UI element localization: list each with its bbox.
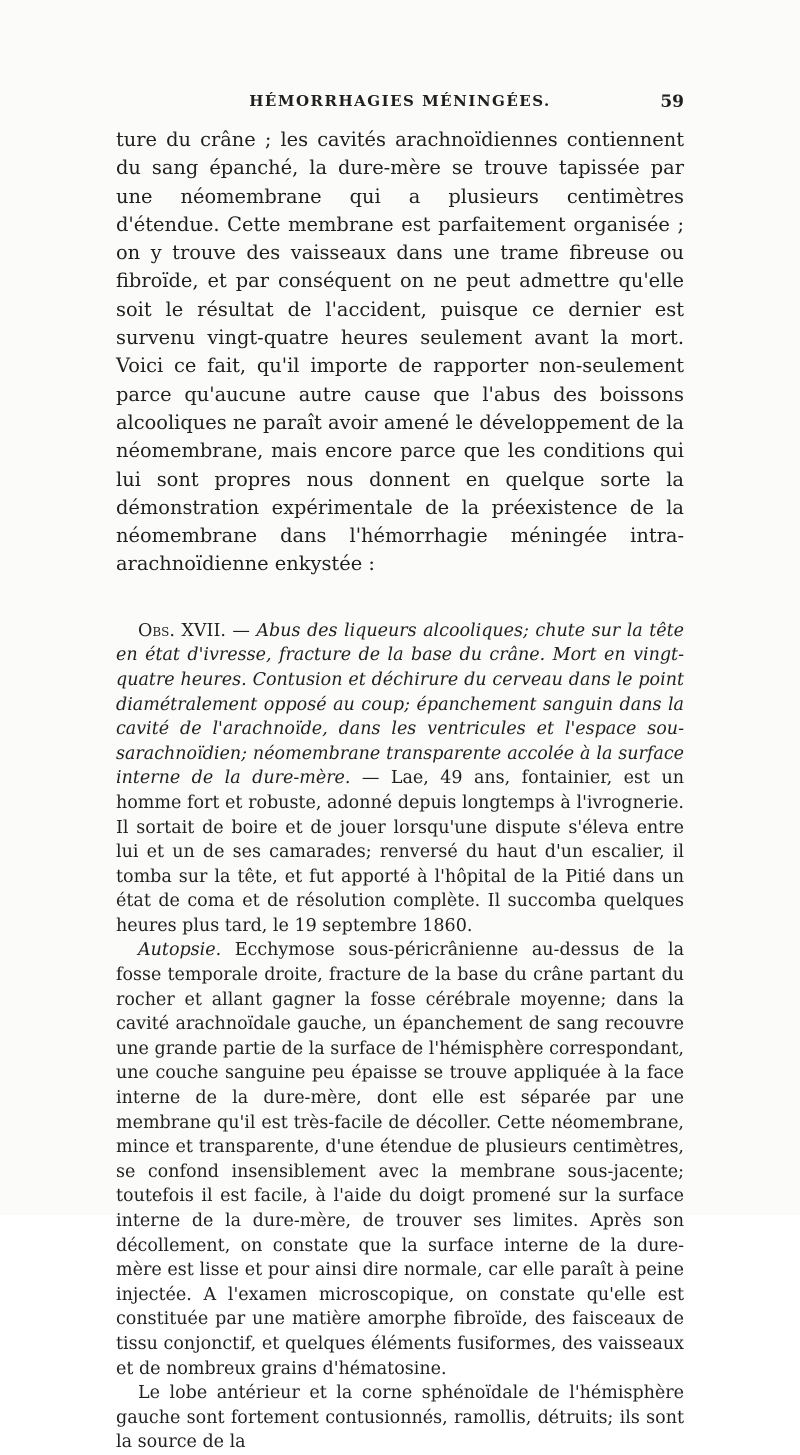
observation-label: Obs. XVII. — [138,620,257,641]
page-body [116,126,684,1455]
autopsy-text: Ecchymose sous-péricrânienne au-dessus de la fosse temporale droite, fracture de la base du crâne partant du rocher et allant gagner la fosse cérébrale moyenne; dans la cavité arachnoïdale gauche, un épanchement de sang recouvre une grande partie de la surface de l'hémisphère correspondant, une couche sanguine peu épaisse se trouve appliquée à la face interne de la dure-mère, dont elle est séparée par une membrane qu'il est très-facile de décoller. Cette néomembrane, mince et transparente, d'une étendue de plusieurs centimètres, se confond insensiblement avec la membrane sous-jacente; toutefois il est facile, à l'aide du doigt promené sur la surface interne de la dure-mère, de trouver ses limites. Après son décollement, on constate que la surface interne de la dure-mère est lisse et pour ainsi dire normale, car elle paraît à peine injectée. A l'examen microscopique, on constate qu'elle est constituée par une matière amorphe fibroïde, des faisceaux de tissu conjonctif, et quelques éléments fusiformes, des vaisseaux et de nombreux grains d'hématosine. [116,940,684,1379]
observation-paragraph [116,619,684,939]
paragraph-main: ture du crâne ; les cavités arachnoïdiennes contiennent du sang épanché, la dure-mère se trouve tapissée par une néomembrane qui a plusieurs centimètres d'étendue. Cette membrane est parfaitement organisée ; on y trouve des vaisseaux dans une trame fibreuse ou fibroïde, et par conséquent on ne peut admettre qu'elle soit le résultat de l'accident, puisque ce dernier est survenu vingt-quatre heures seulement avant la mort. Voici ce fait, qu'il importe de rapporter non-seulement parce qu'aucune autre cause que l'abus des boissons alcooliques ne paraît avoir amené le développement de la néomembrane, mais encore parce que les conditions qui lui sont propres nous donnent en quelque sorte la démonstration expérimentale de la préexistence de la néomembrane dans l'hémorrhagie méningée intra-arachnoïdienne enkystée : [116,128,684,576]
running-title: HÉMORRHAGIES MÉNINGÉES. [249,92,551,110]
autopsy-paragraph [116,938,684,1381]
observation-title: Abus des liqueurs alcooliques; chute sur la tête en état d'ivresse, fracture de la base du crâne. Mort en vingt-quatre heures. Contusion et déchirure du cerveau dans le point diamétralement opposé au coup; épanchement sanguin dans la cavité de l'arachnoïde, dans les ventricules et l'espace sou-sarachnoïdien; néomembrane transparente accolée à la surface interne de la dure-mère. [116,620,685,789]
observation-text: — Lae, 49 ans, fontainier, est un homme fort et robuste, adonné depuis longtemps à l'ivrognerie. Il sortait de boire et de jouer lorsqu'une dispute s'éleva entre lui et un de ses camarades; renversé du haut d'un escalier, il tomba sur la tête, et fut apporté à l'hôpital de la Pitié dans un état de coma et de résolution complète. Il succomba quelques heures plus tard, le 19 septembre 1860. [116,768,684,936]
autopsy-label: Autopsie. [138,940,222,961]
paragraph-lobe: Le lobe antérieur et la corne sphénoïdale de l'hémisphère gauche sont fortement contusionnés, ramollis, détruits; ils sont la source de la [116,1383,684,1453]
page-header [116,92,684,116]
page-number: 59 [660,92,684,112]
